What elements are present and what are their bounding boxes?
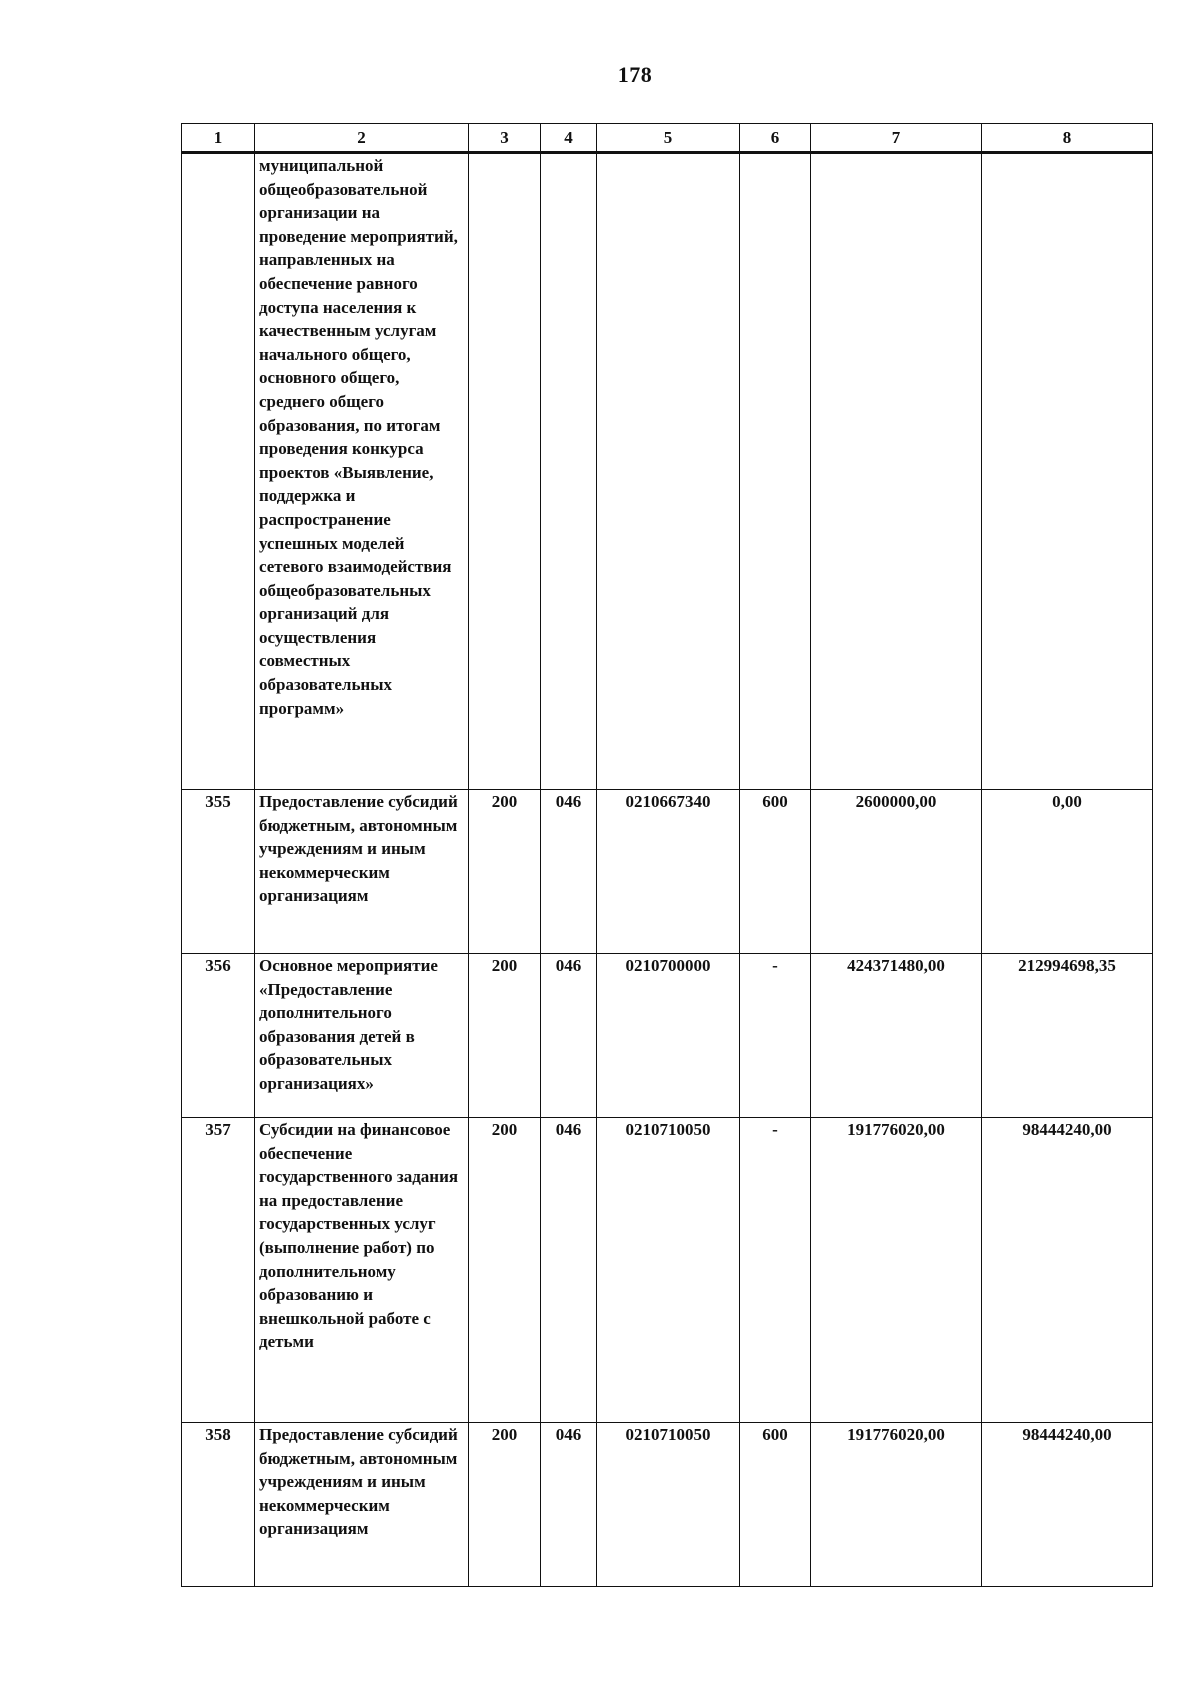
cell-col-3: 200	[469, 954, 541, 1118]
budget-table	[181, 123, 1153, 1587]
cell-name: Основное мероприятие «Предоставление дополнительного образования детей в образовательных организациях»	[255, 954, 469, 1118]
cell-col-7	[811, 153, 982, 790]
cell-col-6: 600	[740, 1423, 811, 1587]
header-col-2: 2	[255, 124, 469, 153]
cell-col-7: 424371480,00	[811, 954, 982, 1118]
cell-col-3: 200	[469, 1423, 541, 1587]
table-row	[182, 790, 1153, 954]
cell-num	[182, 153, 255, 790]
table-row-continuation	[182, 153, 1153, 790]
cell-num: 357	[182, 1118, 255, 1423]
header-col-8: 8	[982, 124, 1153, 153]
cell-col-8: 212994698,35	[982, 954, 1153, 1118]
cell-name: Субсидии на финансовое обеспечение государственного задания на предоставление государственных услуг (выполнение работ) по дополнительному образованию и внешкольной работе с детьми	[255, 1118, 469, 1423]
header-col-4: 4	[541, 124, 597, 153]
cell-col-7: 2600000,00	[811, 790, 982, 954]
cell-col-4	[541, 153, 597, 790]
cell-col-6: -	[740, 1118, 811, 1423]
cell-num: 358	[182, 1423, 255, 1587]
cell-col-5: 0210710050	[597, 1118, 740, 1423]
page-number: 178	[617, 62, 653, 87]
cell-col-4: 046	[541, 1118, 597, 1423]
cell-name: Предоставление субсидий бюджетным, автономным учреждениям и иным некоммерческим организациям	[255, 790, 469, 954]
header-col-6: 6	[740, 124, 811, 153]
table-row	[182, 954, 1153, 1118]
cell-name: Предоставление субсидий бюджетным, автономным учреждениям и иным некоммерческим организациям	[255, 1423, 469, 1587]
cell-col-5: 0210710050	[597, 1423, 740, 1587]
cell-col-8	[982, 153, 1153, 790]
header-col-5: 5	[597, 124, 740, 153]
cell-col-3: 200	[469, 1118, 541, 1423]
cell-col-8: 0,00	[982, 790, 1153, 954]
cell-col-4: 046	[541, 790, 597, 954]
cell-col-4: 046	[541, 1423, 597, 1587]
cell-col-7: 191776020,00	[811, 1118, 982, 1423]
cell-num: 355	[182, 790, 255, 954]
cell-col-3: 200	[469, 790, 541, 954]
cell-col-6: 600	[740, 790, 811, 954]
cell-col-4: 046	[541, 954, 597, 1118]
cell-col-3	[469, 153, 541, 790]
header-col-7: 7	[811, 124, 982, 153]
cell-name: муниципальной общеобразовательной организации на проведение мероприятий, направленных на обеспечение равного доступа населения к качественным услугам начального общего, основного общего, среднего общего образования, по итогам проведения конкурса проектов «Выявление, поддержка и распространение успешных моделей сетевого взаимодействия общеобразовательных организаций для осуществления совместных образовательных программ»	[255, 153, 469, 790]
cell-num: 356	[182, 954, 255, 1118]
table-header-row	[182, 124, 1153, 153]
cell-col-7: 191776020,00	[811, 1423, 982, 1587]
table-row	[182, 1118, 1153, 1423]
cell-col-6	[740, 153, 811, 790]
header-col-3: 3	[469, 124, 541, 153]
header-col-1: 1	[182, 124, 255, 153]
table-row	[182, 1423, 1153, 1587]
cell-col-6: -	[740, 954, 811, 1118]
cell-col-5	[597, 153, 740, 790]
cell-col-5: 0210667340	[597, 790, 740, 954]
cell-col-8: 98444240,00	[982, 1118, 1153, 1423]
cell-col-5: 0210700000	[597, 954, 740, 1118]
cell-col-8: 98444240,00	[982, 1423, 1153, 1587]
